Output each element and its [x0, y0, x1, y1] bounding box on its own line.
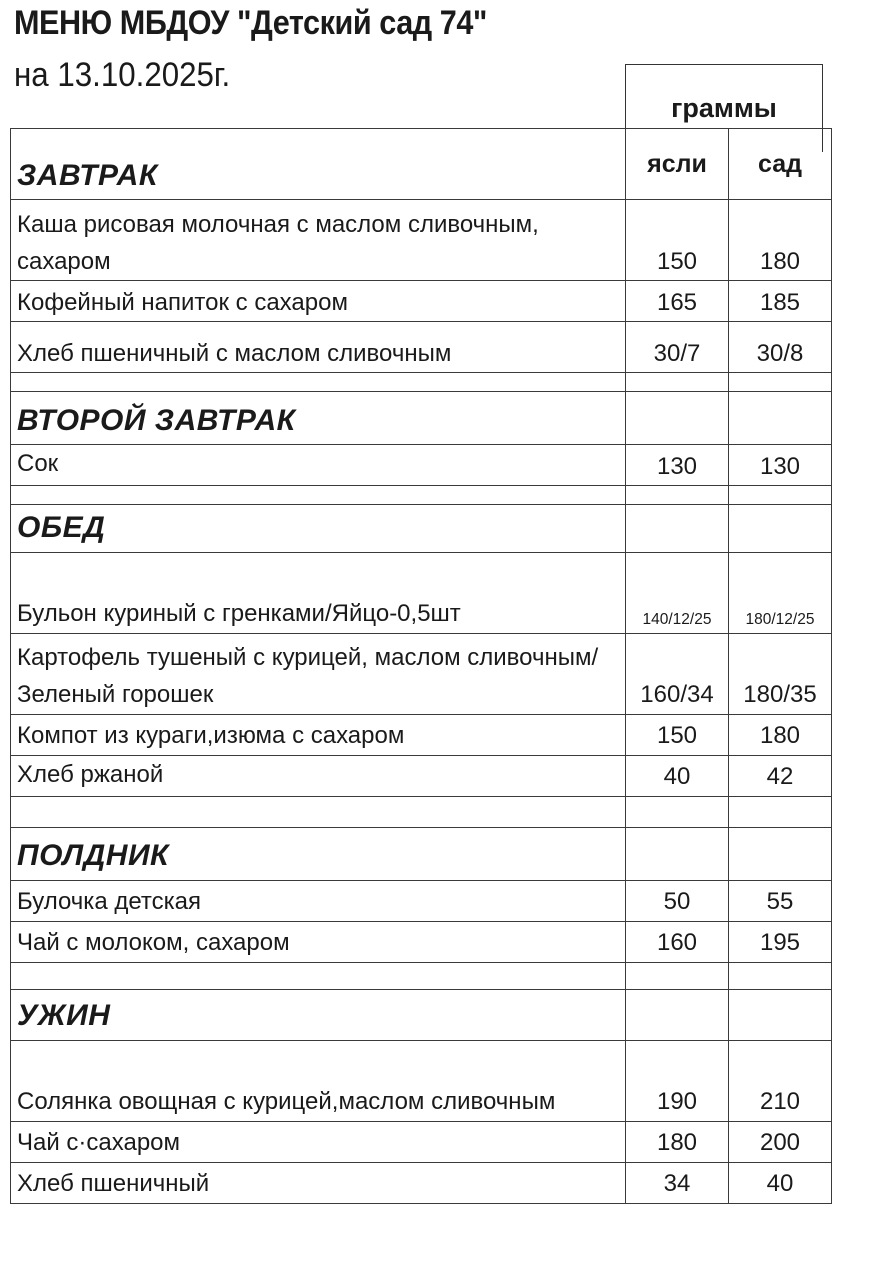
dish-name: Сок	[11, 445, 626, 486]
table-row	[11, 921, 832, 962]
table-row	[11, 755, 832, 796]
dish-name: Картофель тушеный с курицей, маслом сливочным/Зеленый горошек	[11, 633, 626, 714]
portion-yasli: 160/34	[626, 633, 729, 714]
section-title: УЖИН	[11, 989, 626, 1040]
dish-name: Чай с молоком, сахаром	[11, 921, 626, 962]
portion-sad: 200	[729, 1121, 832, 1162]
spacer-row	[11, 962, 832, 989]
portion-sad: 42	[729, 755, 832, 796]
portion-sad: 180	[729, 200, 832, 281]
section-row-lunch	[11, 505, 832, 553]
dish-name: Хлеб пшеничный	[11, 1162, 626, 1203]
portion-sad: 30/8	[729, 322, 832, 373]
table-row	[11, 322, 832, 373]
portion-yasli: 190	[626, 1040, 729, 1121]
units-header: граммы	[625, 64, 823, 152]
dish-name: Бульон куриный с гренками/Яйцо-0,5шт	[11, 552, 626, 633]
table-row	[11, 552, 832, 633]
portion-yasli: 160	[626, 921, 729, 962]
portion-sad: 40	[729, 1162, 832, 1203]
menu-table	[10, 128, 832, 1204]
dish-name: Солянка овощная с курицей,маслом сливочным	[11, 1040, 626, 1121]
dish-name: Компот из кураги,изюма с сахаром	[11, 714, 626, 755]
portion-sad: 210	[729, 1040, 832, 1121]
table-row	[11, 281, 832, 322]
dish-name: Чай с·сахаром	[11, 1121, 626, 1162]
section-row-dinner	[11, 989, 832, 1040]
portion-yasli: 165	[626, 281, 729, 322]
table-row	[11, 200, 832, 281]
portion-sad: 55	[729, 880, 832, 921]
dish-name: Каша рисовая молочная с маслом сливочным, сахаром	[11, 200, 626, 281]
section-row-second-breakfast	[11, 392, 832, 445]
portion-yasli: 30/7	[626, 322, 729, 373]
portion-yasli: 40	[626, 755, 729, 796]
portion-yasli: 140/12/25	[626, 552, 729, 633]
portion-sad: 180/12/25	[729, 552, 832, 633]
section-row-afternoon-snack	[11, 827, 832, 880]
portion-yasli: 150	[626, 200, 729, 281]
spacer-row	[11, 796, 832, 827]
table-row	[11, 714, 832, 755]
table-row	[11, 880, 832, 921]
dish-name: Булочка детская	[11, 880, 626, 921]
menu-date: на 13.10.2025г.	[14, 56, 231, 94]
portion-yasli: 34	[626, 1162, 729, 1203]
portion-yasli: 180	[626, 1121, 729, 1162]
column-header-yasli: ясли	[626, 129, 729, 200]
spacer-row	[11, 486, 832, 505]
table-row	[11, 1040, 832, 1121]
portion-yasli: 130	[626, 445, 729, 486]
column-header-sad: сад	[729, 129, 832, 200]
section-title: ПОЛДНИК	[11, 827, 626, 880]
portion-sad: 195	[729, 921, 832, 962]
dish-name: Хлеб пшеничный с маслом сливочным	[11, 322, 626, 373]
section-title: ЗАВТРАК	[11, 129, 626, 200]
page-title: МЕНЮ МБДОУ "Детский сад 74"	[14, 4, 487, 42]
table-row	[11, 1121, 832, 1162]
spacer-row	[11, 373, 832, 392]
section-row-breakfast	[11, 129, 832, 200]
table-row	[11, 1162, 832, 1203]
table-row	[11, 445, 832, 486]
portion-yasli: 50	[626, 880, 729, 921]
portion-sad: 130	[729, 445, 832, 486]
section-title: ОБЕД	[11, 505, 626, 553]
table-row	[11, 633, 832, 714]
portion-yasli: 150	[626, 714, 729, 755]
dish-name: Хлеб ржаной	[11, 755, 626, 796]
portion-sad: 180/35	[729, 633, 832, 714]
section-title: ВТОРОЙ ЗАВТРАК	[11, 392, 626, 445]
portion-sad: 185	[729, 281, 832, 322]
dish-name: Кофейный напиток с сахаром	[11, 281, 626, 322]
portion-sad: 180	[729, 714, 832, 755]
